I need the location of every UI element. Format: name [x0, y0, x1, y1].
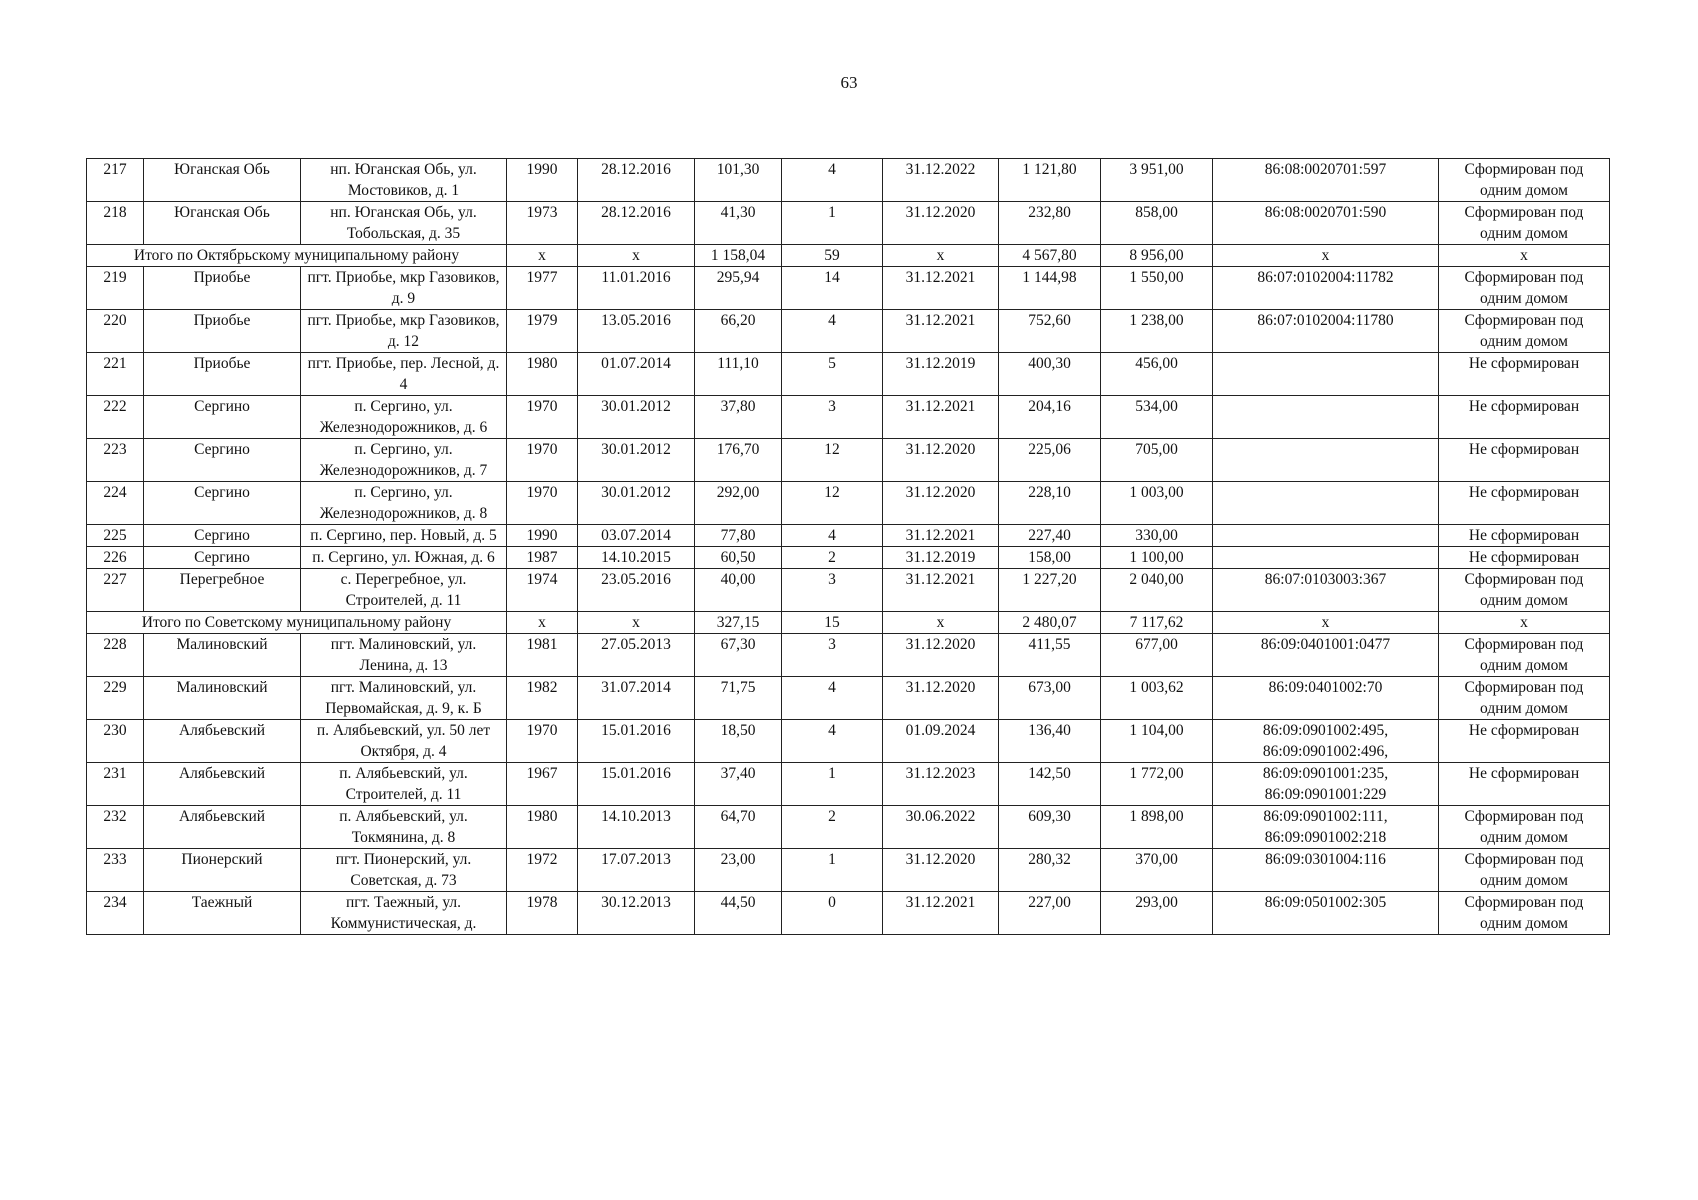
address-cell: пгт. Таежный, ул. Коммунистическая, д. [301, 892, 507, 935]
land-status-cell: Не сформирован [1439, 525, 1610, 547]
residents-cell: 1 [782, 202, 883, 245]
total-emergency-date-cell: x [578, 612, 695, 634]
row-number-cell: 227 [87, 569, 144, 612]
resettled-area-cell: 609,30 [999, 806, 1101, 849]
build-year-cell: 1981 [507, 634, 578, 677]
cost-cell: 1 003,00 [1101, 482, 1213, 525]
row-number-cell: 221 [87, 353, 144, 396]
residents-cell: 2 [782, 547, 883, 569]
cost-cell: 370,00 [1101, 849, 1213, 892]
total-residents-cell: 59 [782, 245, 883, 267]
emergency-date-cell: 23.05.2016 [578, 569, 695, 612]
area-cell: 60,50 [695, 547, 782, 569]
row-number-cell: 217 [87, 159, 144, 202]
resettlement-date-cell: 31.12.2021 [883, 310, 999, 353]
cost-cell: 1 898,00 [1101, 806, 1213, 849]
build-year-cell: 1970 [507, 396, 578, 439]
housing-registry-table [86, 158, 1610, 935]
land-status-cell: Не сформирован [1439, 720, 1610, 763]
emergency-date-cell: 14.10.2015 [578, 547, 695, 569]
land-status-cell: Не сформирован [1439, 353, 1610, 396]
table-row [87, 634, 1610, 677]
area-cell: 23,00 [695, 849, 782, 892]
area-cell: 64,70 [695, 806, 782, 849]
row-number-cell: 228 [87, 634, 144, 677]
residents-cell: 3 [782, 634, 883, 677]
resettlement-date-cell: 31.12.2021 [883, 525, 999, 547]
table-row [87, 720, 1610, 763]
address-cell: п. Сергино, ул. Железнодорожников, д. 8 [301, 482, 507, 525]
resettlement-date-cell: 31.12.2019 [883, 353, 999, 396]
cadastral-number-cell: 86:07:0102004:11782 [1213, 267, 1439, 310]
area-cell: 292,00 [695, 482, 782, 525]
area-cell: 71,75 [695, 677, 782, 720]
cost-cell: 705,00 [1101, 439, 1213, 482]
address-cell: пгт. Пионерский, ул. Советская, д. 73 [301, 849, 507, 892]
build-year-cell: 1967 [507, 763, 578, 806]
table-row [87, 677, 1610, 720]
total-resettled-area-cell: 4 567,80 [999, 245, 1101, 267]
resettled-area-cell: 228,10 [999, 482, 1101, 525]
emergency-date-cell: 30.01.2012 [578, 396, 695, 439]
total-land-status-cell: x [1439, 612, 1610, 634]
total-row [87, 612, 1610, 634]
settlement-cell: Сергино [144, 482, 301, 525]
build-year-cell: 1990 [507, 159, 578, 202]
total-label: Итого по Октябрьскому муниципальному району [87, 245, 507, 267]
cadastral-number-cell: 86:09:0401002:70 [1213, 677, 1439, 720]
cadastral-number-cell: 86:09:0301004:116 [1213, 849, 1439, 892]
build-year-cell: 1970 [507, 482, 578, 525]
emergency-date-cell: 30.01.2012 [578, 439, 695, 482]
resettled-area-cell: 1 227,20 [999, 569, 1101, 612]
address-cell: п. Сергино, пер. Новый, д. 5 [301, 525, 507, 547]
table-row [87, 849, 1610, 892]
resettlement-date-cell: 30.06.2022 [883, 806, 999, 849]
resettled-area-cell: 142,50 [999, 763, 1101, 806]
land-status-cell: Не сформирован [1439, 482, 1610, 525]
row-number-cell: 229 [87, 677, 144, 720]
total-settlement-cell: x [507, 245, 578, 267]
resettled-area-cell: 204,16 [999, 396, 1101, 439]
emergency-date-cell: 14.10.2013 [578, 806, 695, 849]
cadastral-number-cell: 86:09:0401001:0477 [1213, 634, 1439, 677]
land-status-cell: Не сформирован [1439, 763, 1610, 806]
residents-cell: 4 [782, 677, 883, 720]
residents-cell: 3 [782, 569, 883, 612]
cost-cell: 3 951,00 [1101, 159, 1213, 202]
build-year-cell: 1987 [507, 547, 578, 569]
table-row [87, 310, 1610, 353]
emergency-date-cell: 30.01.2012 [578, 482, 695, 525]
resettled-area-cell: 673,00 [999, 677, 1101, 720]
resettlement-date-cell: 31.12.2022 [883, 159, 999, 202]
build-year-cell: 1973 [507, 202, 578, 245]
total-emergency-date-cell: x [578, 245, 695, 267]
settlement-cell: Малиновский [144, 677, 301, 720]
residents-cell: 4 [782, 525, 883, 547]
cadastral-number-cell: 86:09:0501002:305 [1213, 892, 1439, 935]
address-cell: нп. Юганская Обь, ул. Мостовиков, д. 1 [301, 159, 507, 202]
cost-cell: 330,00 [1101, 525, 1213, 547]
settlement-cell: Приобье [144, 353, 301, 396]
resettlement-date-cell: 31.12.2023 [883, 763, 999, 806]
resettlement-date-cell: 31.12.2020 [883, 202, 999, 245]
row-number-cell: 225 [87, 525, 144, 547]
table-row [87, 525, 1610, 547]
resettled-area-cell: 1 121,80 [999, 159, 1101, 202]
settlement-cell: Приобье [144, 267, 301, 310]
build-year-cell: 1982 [507, 677, 578, 720]
cadastral-number-cell: 86:09:0901002:111, 86:09:0901002:218 [1213, 806, 1439, 849]
build-year-cell: 1990 [507, 525, 578, 547]
resettlement-date-cell: 31.12.2020 [883, 482, 999, 525]
residents-cell: 12 [782, 482, 883, 525]
total-settlement-cell: x [507, 612, 578, 634]
settlement-cell: Перегребное [144, 569, 301, 612]
table-row [87, 806, 1610, 849]
settlement-cell: Сергино [144, 396, 301, 439]
residents-cell: 0 [782, 892, 883, 935]
total-area-cell: 327,15 [695, 612, 782, 634]
cost-cell: 858,00 [1101, 202, 1213, 245]
total-resettlement-date-cell: x [883, 612, 999, 634]
residents-cell: 1 [782, 763, 883, 806]
emergency-date-cell: 01.07.2014 [578, 353, 695, 396]
settlement-cell: Юганская Обь [144, 159, 301, 202]
table-row [87, 763, 1610, 806]
area-cell: 37,80 [695, 396, 782, 439]
table-row [87, 569, 1610, 612]
cost-cell: 1 100,00 [1101, 547, 1213, 569]
land-status-cell: Не сформирован [1439, 547, 1610, 569]
build-year-cell: 1970 [507, 720, 578, 763]
table-row [87, 892, 1610, 935]
cadastral-number-cell: 86:07:0102004:11780 [1213, 310, 1439, 353]
cadastral-number-cell [1213, 482, 1439, 525]
emergency-date-cell: 11.01.2016 [578, 267, 695, 310]
emergency-date-cell: 31.07.2014 [578, 677, 695, 720]
table-row [87, 439, 1610, 482]
build-year-cell: 1980 [507, 806, 578, 849]
settlement-cell: Сергино [144, 525, 301, 547]
area-cell: 41,30 [695, 202, 782, 245]
cost-cell: 534,00 [1101, 396, 1213, 439]
address-cell: п. Алябьевский, ул. 50 лет Октября, д. 4 [301, 720, 507, 763]
cost-cell: 677,00 [1101, 634, 1213, 677]
emergency-date-cell: 15.01.2016 [578, 720, 695, 763]
area-cell: 101,30 [695, 159, 782, 202]
row-number-cell: 222 [87, 396, 144, 439]
area-cell: 111,10 [695, 353, 782, 396]
residents-cell: 1 [782, 849, 883, 892]
land-status-cell: Сформирован под одним домом [1439, 849, 1610, 892]
resettled-area-cell: 232,80 [999, 202, 1101, 245]
total-resettled-area-cell: 2 480,07 [999, 612, 1101, 634]
cadastral-number-cell [1213, 525, 1439, 547]
address-cell: нп. Юганская Обь, ул. Тобольская, д. 35 [301, 202, 507, 245]
cadastral-number-cell [1213, 353, 1439, 396]
total-area-cell: 1 158,04 [695, 245, 782, 267]
area-cell: 37,40 [695, 763, 782, 806]
resettlement-date-cell: 31.12.2021 [883, 892, 999, 935]
cost-cell: 293,00 [1101, 892, 1213, 935]
residents-cell: 2 [782, 806, 883, 849]
resettled-area-cell: 411,55 [999, 634, 1101, 677]
row-number-cell: 232 [87, 806, 144, 849]
cadastral-number-cell [1213, 439, 1439, 482]
land-status-cell: Сформирован под одним домом [1439, 806, 1610, 849]
area-cell: 295,94 [695, 267, 782, 310]
total-row [87, 245, 1610, 267]
resettlement-date-cell: 31.12.2020 [883, 677, 999, 720]
area-cell: 40,00 [695, 569, 782, 612]
land-status-cell: Сформирован под одним домом [1439, 159, 1610, 202]
table-row [87, 353, 1610, 396]
row-number-cell: 220 [87, 310, 144, 353]
address-cell: пгт. Приобье, мкр Газовиков, д. 12 [301, 310, 507, 353]
area-cell: 44,50 [695, 892, 782, 935]
settlement-cell: Пионерский [144, 849, 301, 892]
cost-cell: 1 104,00 [1101, 720, 1213, 763]
emergency-date-cell: 15.01.2016 [578, 763, 695, 806]
resettled-area-cell: 136,40 [999, 720, 1101, 763]
land-status-cell: Сформирован под одним домом [1439, 310, 1610, 353]
row-number-cell: 231 [87, 763, 144, 806]
residents-cell: 3 [782, 396, 883, 439]
residents-cell: 4 [782, 720, 883, 763]
settlement-cell: Сергино [144, 547, 301, 569]
row-number-cell: 224 [87, 482, 144, 525]
land-status-cell: Сформирован под одним домом [1439, 677, 1610, 720]
cadastral-number-cell: 86:09:0901002:495, 86:09:0901002:496, [1213, 720, 1439, 763]
land-status-cell: Сформирован под одним домом [1439, 569, 1610, 612]
build-year-cell: 1980 [507, 353, 578, 396]
table-body [87, 159, 1610, 935]
emergency-date-cell: 13.05.2016 [578, 310, 695, 353]
cost-cell: 1 003,62 [1101, 677, 1213, 720]
emergency-date-cell: 28.12.2016 [578, 202, 695, 245]
resettled-area-cell: 158,00 [999, 547, 1101, 569]
address-cell: пгт. Малиновский, ул. Первомайская, д. 9, к. Б [301, 677, 507, 720]
emergency-date-cell: 03.07.2014 [578, 525, 695, 547]
land-status-cell: Сформирован под одним домом [1439, 267, 1610, 310]
page-number: 63 [840, 73, 858, 92]
table-row [87, 547, 1610, 569]
residents-cell: 12 [782, 439, 883, 482]
row-number-cell: 233 [87, 849, 144, 892]
land-status-cell: Сформирован под одним домом [1439, 634, 1610, 677]
settlement-cell: Алябьевский [144, 806, 301, 849]
resettled-area-cell: 227,40 [999, 525, 1101, 547]
resettled-area-cell: 400,30 [999, 353, 1101, 396]
address-cell: пгт. Малиновский, ул. Ленина, д. 13 [301, 634, 507, 677]
resettlement-date-cell: 31.12.2021 [883, 396, 999, 439]
cadastral-number-cell: 86:09:0901001:235, 86:09:0901001:229 [1213, 763, 1439, 806]
cost-cell: 456,00 [1101, 353, 1213, 396]
resettled-area-cell: 227,00 [999, 892, 1101, 935]
total-residents-cell: 15 [782, 612, 883, 634]
resettlement-date-cell: 31.12.2019 [883, 547, 999, 569]
emergency-date-cell: 17.07.2013 [578, 849, 695, 892]
emergency-date-cell: 30.12.2013 [578, 892, 695, 935]
resettled-area-cell: 752,60 [999, 310, 1101, 353]
row-number-cell: 223 [87, 439, 144, 482]
build-year-cell: 1978 [507, 892, 578, 935]
residents-cell: 4 [782, 159, 883, 202]
cadastral-number-cell [1213, 547, 1439, 569]
resettlement-date-cell: 31.12.2020 [883, 849, 999, 892]
area-cell: 77,80 [695, 525, 782, 547]
resettlement-date-cell: 31.12.2021 [883, 267, 999, 310]
row-number-cell: 230 [87, 720, 144, 763]
cadastral-number-cell: 86:08:0020701:590 [1213, 202, 1439, 245]
address-cell: п. Алябьевский, ул. Токмянина, д. 8 [301, 806, 507, 849]
resettlement-date-cell: 01.09.2024 [883, 720, 999, 763]
land-status-cell: Не сформирован [1439, 439, 1610, 482]
cost-cell: 2 040,00 [1101, 569, 1213, 612]
emergency-date-cell: 28.12.2016 [578, 159, 695, 202]
area-cell: 18,50 [695, 720, 782, 763]
land-status-cell: Не сформирован [1439, 396, 1610, 439]
residents-cell: 14 [782, 267, 883, 310]
settlement-cell: Алябьевский [144, 763, 301, 806]
emergency-date-cell: 27.05.2013 [578, 634, 695, 677]
build-year-cell: 1970 [507, 439, 578, 482]
row-number-cell: 234 [87, 892, 144, 935]
land-status-cell: Сформирован под одним домом [1439, 202, 1610, 245]
resettled-area-cell: 280,32 [999, 849, 1101, 892]
total-cost-cell: 7 117,62 [1101, 612, 1213, 634]
table-row [87, 202, 1610, 245]
settlement-cell: Таежный [144, 892, 301, 935]
table-row [87, 267, 1610, 310]
area-cell: 67,30 [695, 634, 782, 677]
total-land-status-cell: x [1439, 245, 1610, 267]
resettlement-date-cell: 31.12.2021 [883, 569, 999, 612]
cadastral-number-cell: 86:08:0020701:597 [1213, 159, 1439, 202]
address-cell: п. Сергино, ул. Железнодорожников, д. 7 [301, 439, 507, 482]
build-year-cell: 1972 [507, 849, 578, 892]
cadastral-number-cell: 86:07:0103003:367 [1213, 569, 1439, 612]
total-cadastral-number-cell: x [1213, 245, 1439, 267]
resettled-area-cell: 225,06 [999, 439, 1101, 482]
resettled-area-cell: 1 144,98 [999, 267, 1101, 310]
cost-cell: 1 238,00 [1101, 310, 1213, 353]
total-resettlement-date-cell: x [883, 245, 999, 267]
total-label: Итого по Советскому муниципальному району [87, 612, 507, 634]
build-year-cell: 1979 [507, 310, 578, 353]
settlement-cell: Малиновский [144, 634, 301, 677]
row-number-cell: 226 [87, 547, 144, 569]
residents-cell: 4 [782, 310, 883, 353]
settlement-cell: Алябьевский [144, 720, 301, 763]
address-cell: п. Сергино, ул. Южная, д. 6 [301, 547, 507, 569]
settlement-cell: Юганская Обь [144, 202, 301, 245]
area-cell: 66,20 [695, 310, 782, 353]
address-cell: пгт. Приобье, мкр Газовиков, д. 9 [301, 267, 507, 310]
build-year-cell: 1977 [507, 267, 578, 310]
total-cadastral-number-cell: x [1213, 612, 1439, 634]
row-number-cell: 218 [87, 202, 144, 245]
table-row [87, 482, 1610, 525]
table-row [87, 396, 1610, 439]
address-cell: с. Перегребное, ул. Строителей, д. 11 [301, 569, 507, 612]
resettlement-date-cell: 31.12.2020 [883, 439, 999, 482]
cost-cell: 1 550,00 [1101, 267, 1213, 310]
settlement-cell: Приобье [144, 310, 301, 353]
cost-cell: 1 772,00 [1101, 763, 1213, 806]
address-cell: пгт. Приобье, пер. Лесной, д. 4 [301, 353, 507, 396]
build-year-cell: 1974 [507, 569, 578, 612]
residents-cell: 5 [782, 353, 883, 396]
cadastral-number-cell [1213, 396, 1439, 439]
resettlement-date-cell: 31.12.2020 [883, 634, 999, 677]
table-row [87, 159, 1610, 202]
address-cell: п. Сергино, ул. Железнодорожников, д. 6 [301, 396, 507, 439]
total-cost-cell: 8 956,00 [1101, 245, 1213, 267]
land-status-cell: Сформирован под одним домом [1439, 892, 1610, 935]
address-cell: п. Алябьевский, ул. Строителей, д. 11 [301, 763, 507, 806]
settlement-cell: Сергино [144, 439, 301, 482]
area-cell: 176,70 [695, 439, 782, 482]
row-number-cell: 219 [87, 267, 144, 310]
